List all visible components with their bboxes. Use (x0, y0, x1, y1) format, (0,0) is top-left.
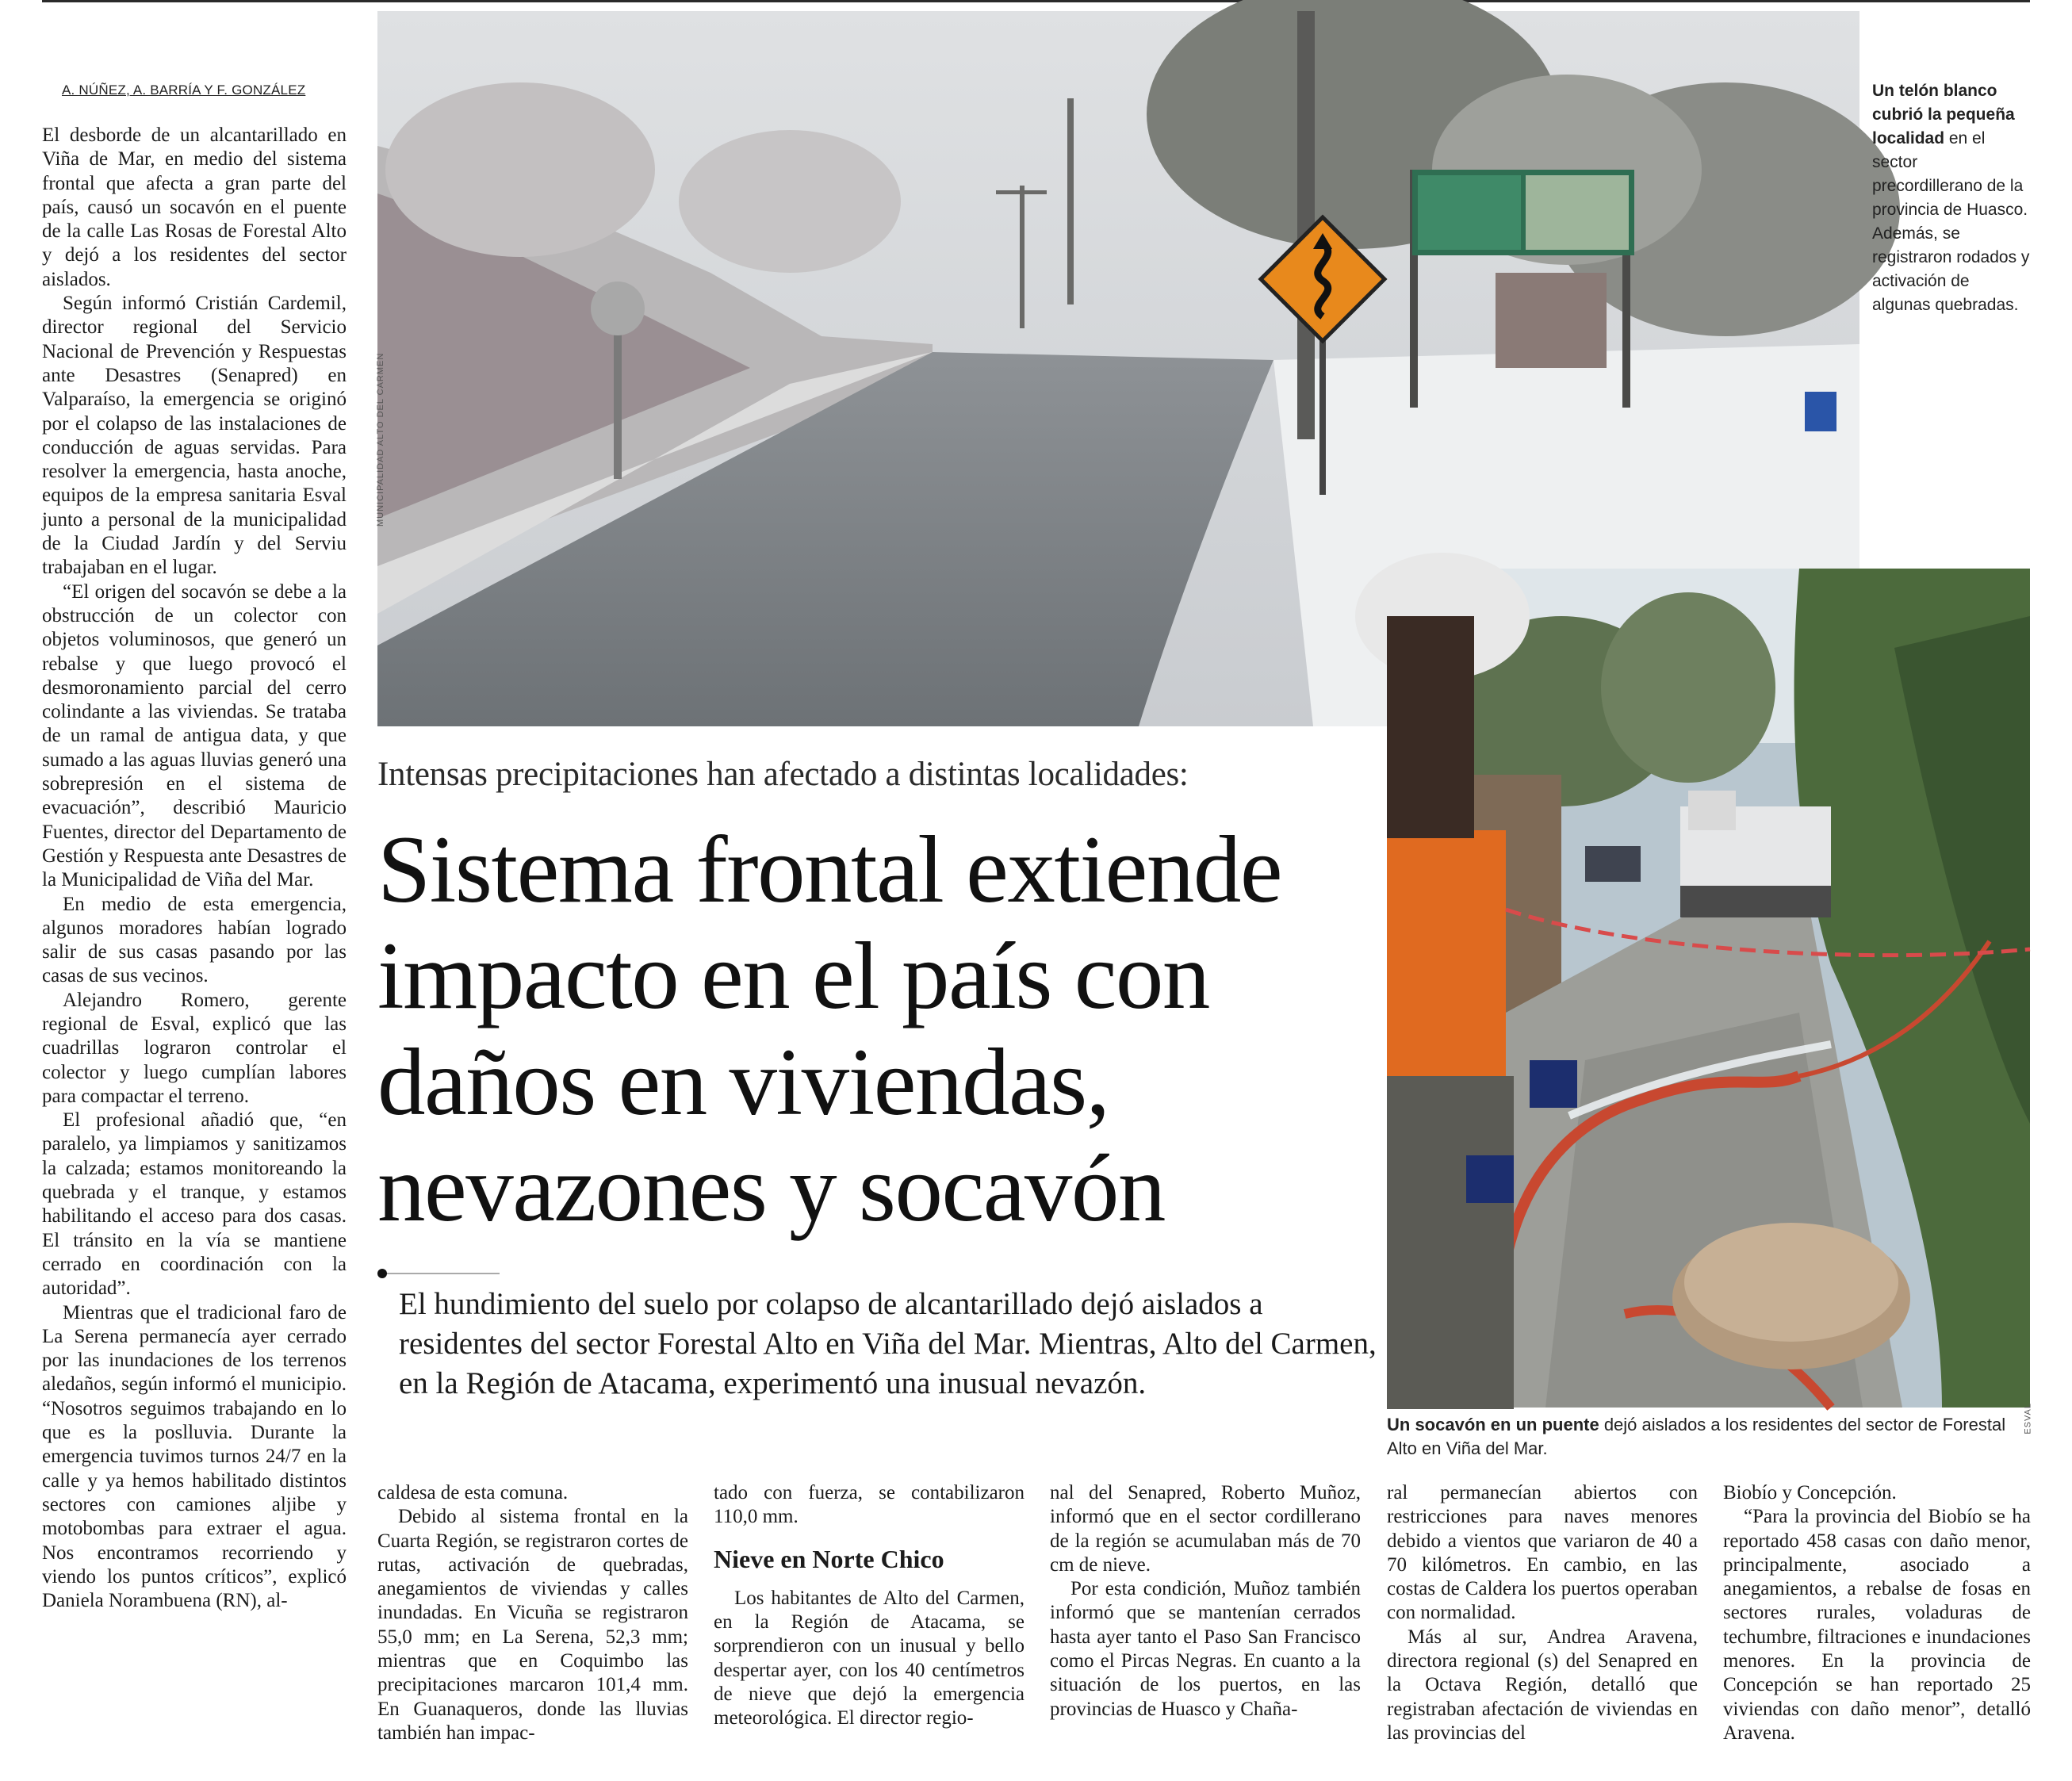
body-column-6 (1723, 1481, 2031, 1775)
headline: Sistema frontal extiende impacto en el país con daños en viviendas, nevazones y socavón (377, 817, 1282, 1242)
paragraph: En medio de esta emergencia, algunos moradores habían logrado salir de sus casas pasando por las casas de sus vecinos. (42, 893, 347, 987)
body-column-3 (714, 1481, 1025, 1775)
paragraph: Alejandro Romero, gerente regional de Esval, explicó que las cuadrillas lograron controlar el colector y luego cumplían labores para compactar el terreno. (42, 989, 347, 1107)
caption-bold: Un telón blanco cubrió la pequeña localidad (1872, 82, 2015, 147)
paragraph: Por esta condición, Muñoz también informó que se mantenían cerrados hasta ayer tanto el Paso San Francisco como el Pircas Negras. En cuanto a la situación de los puertos, en las provincias de Huasco y Chaña- (1050, 1578, 1361, 1720)
body-column-left (42, 124, 347, 1773)
paragraph: Según informó Cristián Cardemil, director regional del Servicio Nacional de Prevención y Respuestas ante Desastres (Senapred) en Valparaíso, la emergencia se originó por el colapso de las instalaciones de conducción de aguas servidas. Para resolver la emergencia, hasta anoche, equipos de la empresa sanitaria Esval junto a personal de la municipalidad de la Ciudad Jardín y del Serviu trabajaban en el lugar. (42, 293, 347, 579)
byline: A. NÚÑEZ, A. BARRÍA Y F. GONZÁLEZ (62, 82, 306, 98)
photo-credit: ESVAL (2024, 1403, 2033, 1434)
paragraph: Debido al sistema frontal en la Cuarta Región, se registraron cortes de rutas, activación de quebradas, anegamientos de viviendas y calles inundadas. En Vicuña se registraron 55,0 mm; en La Serena, 52,3 mm; mientras que en Coquimbo las precipitaciones marcaron 101,4 mm. En Guanaqueros, donde las lluvias también han impac- (377, 1506, 688, 1744)
subheading: Nieve en Norte Chico (714, 1544, 944, 1573)
lead-divider (381, 1273, 500, 1274)
caption-text: en el sector precordillerano de la provincia de Huasco. Además, se registraron rodados y activación de algunas quebradas. (1872, 129, 2030, 314)
snow-photo-caption (1872, 79, 2031, 317)
paragraph: Biobío y Concepción. (1723, 1482, 1897, 1503)
body-column-5 (1387, 1481, 1698, 1775)
paragraph: Más al sur, Andrea Aravena, directora regional (s) del Senapred en la Octava Región, detalló que registraban afectación de viviendas en las provincias del (1387, 1626, 1698, 1744)
sinkhole-illustration (1387, 569, 2030, 1408)
paragraph: “Para la provincia del Biobío se ha reportado 458 casas con daño menor, principalmente, asociado a anegamientos, a rebalse de fosas en sectores rurales, voladuras de techumbre, filtraciones e inundaciones menores. En la provincia de Concepción se han reportado 25 viviendas con daño menor”, detalló Aravena. (1723, 1506, 2031, 1744)
sinkhole-photo-caption (1387, 1413, 2030, 1461)
paragraph: “El origen del socavón se debe a la obstrucción de un colector con objetos voluminosos, que generó un rebalse y que luego provocó el desmoronamiento parcial del cerro colindante a las viviendas. Se trataba de un ramal de antigua data, y que sumado a las aguas lluvias generó una sobrepresión en el sistema de evacuación”, describió Mauricio Fuentes, director del Departamento de Gestión y Respuesta ante Desastres de la Municipalidad de Viña del Mar. (42, 580, 347, 891)
caption-text: dejó aislados a los residentes del sector de Forestal Alto en Viña del Mar. (1387, 1415, 2006, 1458)
caption-bold: Un socavón en un puente (1387, 1415, 1599, 1434)
lead-paragraph: El hundimiento del suelo por colapso de alcantarillado dejó aislados a residentes del sector Forestal Alto en Viña del Mar. Mientras, Alto del Carmen, en la Región de Atacama, experimentó una inusual nevazón. (399, 1287, 1377, 1400)
paragraph: El desborde de un alcantarillado en Viña de Mar, en medio del sistema frontal que afecta a gran parte del país, causó un socavón en el puente de la calle Las Rosas de Forestal Alto y dejó a los residentes del sector aislados. (42, 124, 347, 290)
paragraph: caldesa de esta comuna. (377, 1482, 569, 1503)
body-column-4 (1050, 1481, 1361, 1775)
bullet-icon (377, 1269, 387, 1278)
paragraph: Los habitantes de Alto del Carmen, en la Región de Atacama, se sorprendieron con un inusual y bello despertar ayer, con los 40 centímetros de nieve que dejó la emergencia meteorológica. El director regio- (714, 1587, 1025, 1729)
paragraph: Mientras que el tradicional faro de La Serena permanecía ayer cerrado por las inundaciones de los terrenos aledaños, según informó el municipio. “Nosotros seguimos trabajando en lo que es la poslluvia. Durante la emergencia tuvimos turnos 24/7 en la calle y ya hemos habilitado distintos sectores con camiones aljibe y motobombas para extraer el agua. Nos encontramos recorriendo y viendo los puntos críticos”, explicó Daniela Norambuena (RN), al- (42, 1301, 347, 1612)
paragraph: nal del Senapred, Roberto Muñoz, informó que en el sector cordillerano de la región se acumulaban más de 70 cm de nieve. (1050, 1482, 1361, 1576)
body-column-2 (377, 1481, 688, 1775)
paragraph: ral permanecían abiertos con restricciones para naves menores debido a vientos que variaron de 40 a 70 kilómetros. En cambio, en las costas de Caldera los puertos operaban con normalidad. (1387, 1482, 1698, 1624)
paragraph: tado con fuerza, se contabilizaron 110,0 mm. (714, 1482, 1025, 1528)
top-rule (42, 0, 2030, 2)
kicker: Intensas precipitaciones han afectado a distintas localidades: (377, 756, 1189, 793)
photo-credit: MUNICIPALIDAD ALTO DEL CARMEN (376, 352, 385, 527)
paragraph: El profesional añadió que, “en paralelo, ya limpiamos y sanitizamos la calzada; estamos monitoreando la quebrada y el tranque, y estamos habilitando el acceso para dos casas. El tránsito en la vía se mantiene cerrado en coordinación con la autoridad”. (42, 1109, 347, 1300)
